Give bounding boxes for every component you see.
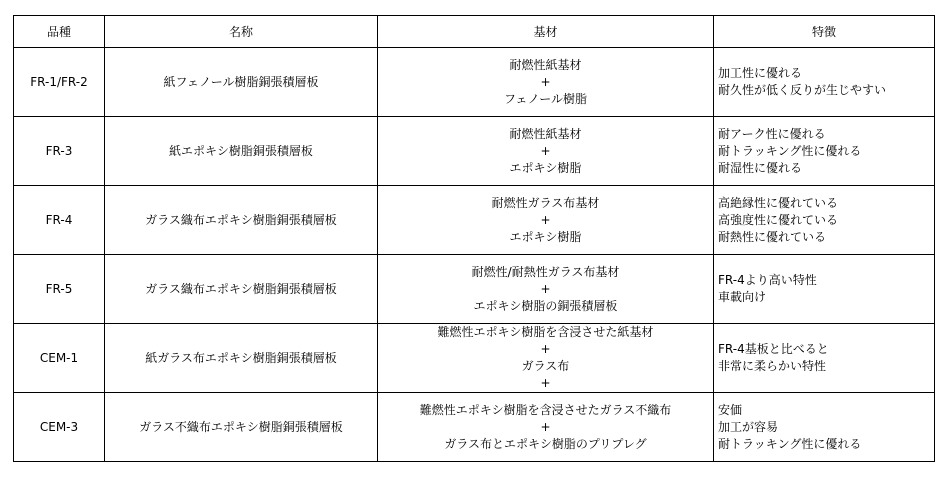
feature-line: 高強度性に優れている — [718, 212, 839, 227]
grade-cell: FR-3 — [14, 117, 105, 186]
base-line: エポキシ樹脂 — [509, 229, 582, 244]
grade-cell: FR-1/FR-2 — [14, 48, 105, 117]
feature-line: 加工が容易 — [718, 419, 779, 434]
features-cell — [714, 255, 935, 324]
base-cell — [378, 255, 714, 324]
name-cell: 紙エポキシ樹脂銅張積層板 — [105, 117, 378, 186]
base-line: 耐燃性紙基材 — [509, 57, 582, 72]
base-line: エポキシ樹脂 — [509, 160, 582, 175]
name-cell: 紙フェノール樹脂銅張積層板 — [105, 48, 378, 117]
feature-line: 安価 — [718, 402, 743, 417]
feature-line: FR-4基板と比べると — [718, 342, 829, 356]
grade-cell: CEM-1 — [14, 324, 105, 393]
table-row — [14, 186, 935, 255]
header-row — [14, 16, 935, 48]
feature-line: 加工性に優れる — [718, 66, 803, 80]
feature-line: 耐久性が低く反りが生じやすい — [718, 83, 887, 97]
base-line: + — [540, 376, 551, 390]
base-cell — [378, 48, 714, 117]
base-cell — [378, 117, 714, 186]
table-row — [14, 117, 935, 186]
base-line: ガラス布 — [521, 359, 570, 373]
header-base: 基材 — [378, 16, 714, 48]
base-line: エポキシ樹脂の銅張積層板 — [473, 298, 618, 313]
features-cell — [714, 324, 935, 393]
table-row — [14, 255, 935, 324]
base-cell — [378, 186, 714, 255]
grade-cell: CEM-3 — [14, 393, 105, 462]
feature-line: 高絶縁性に優れている — [718, 195, 839, 210]
base-line: フェノール樹脂 — [503, 91, 588, 106]
table-row — [14, 393, 935, 462]
name-cell: ガラス織布エポキシ樹脂銅張積層板 — [105, 255, 378, 324]
base-line: + — [540, 419, 551, 434]
base-line: 耐燃性/耐熱性ガラス布基材 — [471, 264, 620, 279]
base-cell — [378, 324, 714, 393]
feature-line: 耐アーク性に優れる — [718, 126, 826, 141]
grade-cell: FR-4 — [14, 186, 105, 255]
base-line: 耐燃性紙基材 — [509, 126, 582, 141]
grade-cell: FR-5 — [14, 255, 105, 324]
table-row — [14, 48, 935, 117]
feature-line: 耐熱性に優れている — [718, 229, 827, 244]
laminate-spec-table — [13, 15, 935, 462]
base-line: + — [540, 281, 551, 296]
feature-line: 耐湿性に優れる — [718, 160, 803, 175]
base-line: 難燃性エポキシ樹脂を含浸させたガラス不織布 — [419, 402, 672, 417]
feature-line: 耐トラッキング性に優れる — [718, 436, 862, 451]
base-line: + — [540, 143, 551, 158]
base-cell — [378, 393, 714, 462]
feature-line: 非常に柔らかい特性 — [718, 359, 827, 373]
features-cell — [714, 48, 935, 117]
features-cell — [714, 393, 935, 462]
table-row — [14, 324, 935, 393]
header-features: 特徴 — [714, 16, 935, 48]
header-name: 名称 — [105, 16, 378, 48]
features-cell — [714, 117, 935, 186]
base-line: 難燃性エポキシ樹脂を含浸させた紙基材 — [437, 325, 654, 339]
base-line: ガラス布とエポキシ樹脂のプリプレグ — [444, 436, 647, 451]
header-grade: 品種 — [14, 16, 105, 48]
name-cell: ガラス織布エポキシ樹脂銅張積層板 — [105, 186, 378, 255]
feature-line: 車載向け — [718, 290, 767, 304]
base-line: + — [540, 74, 551, 89]
base-line: 耐燃性ガラス布基材 — [491, 195, 600, 210]
name-cell: ガラス不織布エポキシ樹脂銅張積層板 — [105, 393, 378, 462]
feature-line: 耐トラッキング性に優れる — [718, 143, 862, 158]
name-cell: 紙ガラス布エポキシ樹脂銅張積層板 — [105, 324, 378, 393]
base-line: + — [540, 342, 551, 356]
base-line: + — [540, 212, 551, 227]
features-cell — [714, 186, 935, 255]
feature-line: FR-4より高い特性 — [718, 273, 817, 287]
